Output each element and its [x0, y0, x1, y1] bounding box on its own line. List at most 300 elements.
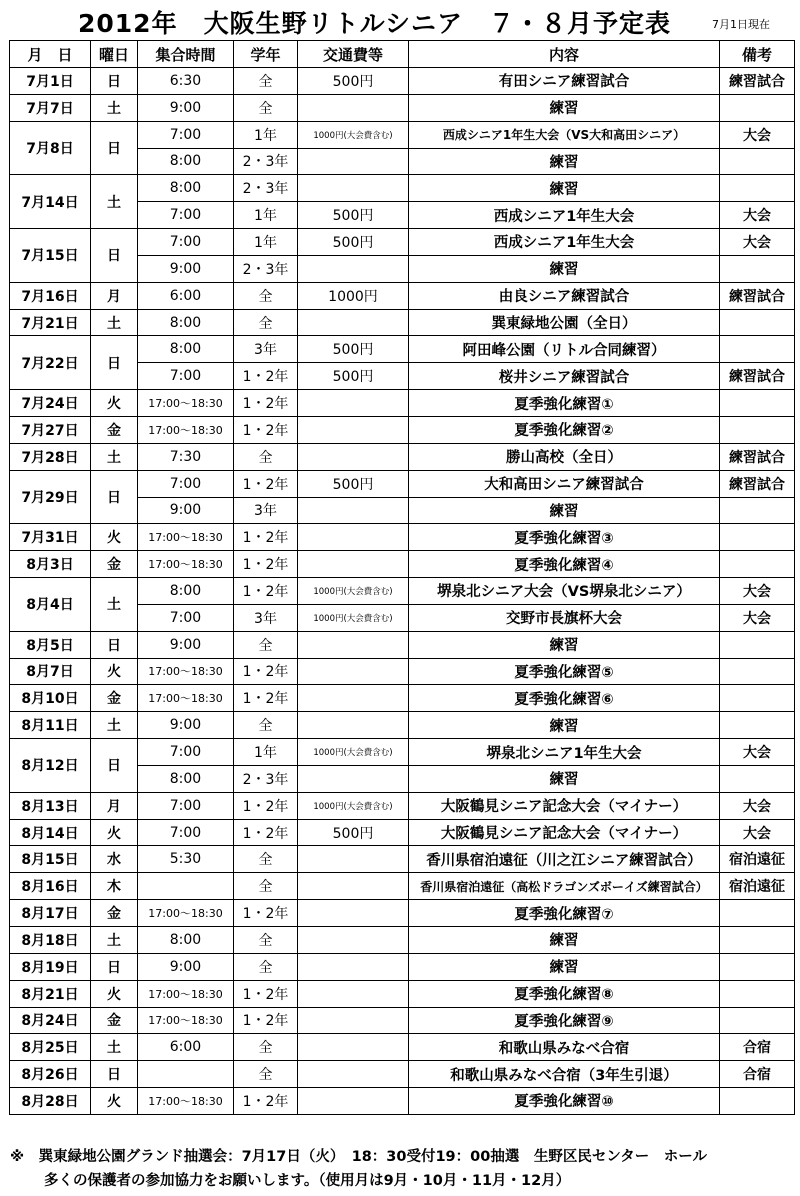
- schedule-body: [10, 68, 795, 1115]
- time-cell: 7:00: [138, 739, 234, 766]
- content-cell: 夏季強化練習①: [409, 390, 720, 417]
- note-cell: [720, 336, 795, 363]
- content-cell: 夏季強化練習⑧: [409, 980, 720, 1007]
- note-cell: [720, 658, 795, 685]
- date-cell: 8月13日: [10, 792, 91, 819]
- weekday-cell: 日: [91, 68, 138, 95]
- grade-cell: 全: [234, 443, 298, 470]
- grade-cell: 1・2年: [234, 819, 298, 846]
- weekday-cell: 土: [91, 927, 138, 954]
- note-cell: [720, 175, 795, 202]
- table-row: [10, 900, 795, 927]
- content-cell: 練習: [409, 175, 720, 202]
- date-cell: 8月16日: [10, 873, 91, 900]
- content-cell: 堺泉北シニア大会（VS堺泉北シニア）: [409, 578, 720, 605]
- fee-cell: [298, 658, 409, 685]
- table-row: [10, 712, 795, 739]
- grade-cell: 全: [234, 927, 298, 954]
- table-row: [10, 1061, 795, 1088]
- content-cell: 阿田峰公園（リトル合同練習）: [409, 336, 720, 363]
- content-cell: 大阪鶴見シニア記念大会（マイナー）: [409, 792, 720, 819]
- content-cell: 香川県宿泊遠征（高松ドラゴンズボーイズ練習試合）: [409, 873, 720, 900]
- time-cell: 9:00: [138, 497, 234, 524]
- grade-cell: 1・2年: [234, 685, 298, 712]
- weekday-cell: 日: [91, 470, 138, 524]
- grade-cell: 全: [234, 94, 298, 121]
- note-cell: 大会: [720, 739, 795, 766]
- date-cell: 7月8日: [10, 121, 91, 175]
- fee-cell: [298, 443, 409, 470]
- time-cell: 8:00: [138, 578, 234, 605]
- time-cell: 7:00: [138, 363, 234, 390]
- note-cell: [720, 551, 795, 578]
- time-cell: 7:00: [138, 604, 234, 631]
- weekday-cell: 日: [91, 739, 138, 793]
- note-cell: 練習試合: [720, 363, 795, 390]
- note-cell: [720, 309, 795, 336]
- grade-cell: 3年: [234, 497, 298, 524]
- note-cell: [720, 1088, 795, 1115]
- table-row: [10, 282, 795, 309]
- fee-cell: [298, 255, 409, 282]
- weekday-cell: 土: [91, 94, 138, 121]
- date-cell: 8月5日: [10, 631, 91, 658]
- table-row: [10, 631, 795, 658]
- weekday-cell: 月: [91, 282, 138, 309]
- note-cell: [720, 497, 795, 524]
- weekday-cell: 火: [91, 658, 138, 685]
- fee-cell: [298, 175, 409, 202]
- fee-cell: 1000円(大会費含む): [298, 739, 409, 766]
- grade-cell: 2・3年: [234, 765, 298, 792]
- date-cell: 8月7日: [10, 658, 91, 685]
- grade-cell: 1・2年: [234, 524, 298, 551]
- time-cell: 17:00〜18:30: [138, 658, 234, 685]
- weekday-cell: 土: [91, 175, 138, 229]
- time-cell: 8:00: [138, 148, 234, 175]
- grade-cell: 1・2年: [234, 1088, 298, 1115]
- grade-cell: 1・2年: [234, 658, 298, 685]
- weekday-cell: 火: [91, 1088, 138, 1115]
- time-cell: 8:00: [138, 765, 234, 792]
- weekday-cell: 土: [91, 712, 138, 739]
- weekday-cell: 金: [91, 551, 138, 578]
- grade-cell: 全: [234, 631, 298, 658]
- content-cell: 練習: [409, 953, 720, 980]
- weekday-cell: 土: [91, 1034, 138, 1061]
- content-cell: 西成シニア1年生大会: [409, 229, 720, 256]
- time-cell: 8:00: [138, 927, 234, 954]
- fee-cell: [298, 900, 409, 927]
- content-cell: 西成シニア1年生大会: [409, 202, 720, 229]
- note-cell: [720, 953, 795, 980]
- note-cell: 宿泊遠征: [720, 846, 795, 873]
- col-header-day: 曜日: [91, 41, 138, 68]
- content-cell: 練習: [409, 712, 720, 739]
- note-cell: [720, 900, 795, 927]
- note-cell: [720, 416, 795, 443]
- fee-cell: [298, 1088, 409, 1115]
- weekday-cell: 金: [91, 900, 138, 927]
- content-cell: 交野市長旗杯大会: [409, 604, 720, 631]
- table-row: [10, 658, 795, 685]
- fee-cell: 1000円(大会費含む): [298, 121, 409, 148]
- note-cell: [720, 712, 795, 739]
- time-cell: 8:00: [138, 336, 234, 363]
- note-cell: 練習試合: [720, 443, 795, 470]
- fee-cell: [298, 953, 409, 980]
- time-cell: 7:00: [138, 202, 234, 229]
- date-cell: 7月1日: [10, 68, 91, 95]
- content-cell: 堺泉北シニア1年生大会: [409, 739, 720, 766]
- col-header-fee: 交通費等: [298, 41, 409, 68]
- time-cell: 9:00: [138, 94, 234, 121]
- content-cell: 夏季強化練習⑤: [409, 658, 720, 685]
- content-cell: 夏季強化練習⑥: [409, 685, 720, 712]
- time-cell: 17:00〜18:30: [138, 524, 234, 551]
- weekday-cell: 土: [91, 309, 138, 336]
- grade-cell: 1・2年: [234, 980, 298, 1007]
- footer-line-1: ※ 巽東緑地公園グランド抽選会：7月17日（火） 18：30受付19：00抽選 生野区民センター ホール: [10, 1149, 707, 1165]
- date-cell: 8月21日: [10, 980, 91, 1007]
- table-row: [10, 551, 795, 578]
- weekday-cell: 火: [91, 390, 138, 417]
- note-cell: 大会: [720, 202, 795, 229]
- grade-cell: 全: [234, 846, 298, 873]
- note-cell: 練習試合: [720, 470, 795, 497]
- time-cell: 17:00〜18:30: [138, 416, 234, 443]
- table-row: [10, 739, 795, 766]
- grade-cell: 1年: [234, 202, 298, 229]
- time-cell: 17:00〜18:30: [138, 1088, 234, 1115]
- grade-cell: 1・2年: [234, 363, 298, 390]
- fee-cell: 500円: [298, 819, 409, 846]
- note-cell: [720, 524, 795, 551]
- table-row: [10, 390, 795, 417]
- grade-cell: 3年: [234, 604, 298, 631]
- note-cell: 合宿: [720, 1034, 795, 1061]
- fee-cell: [298, 712, 409, 739]
- table-row: [10, 685, 795, 712]
- table-row: [10, 121, 795, 148]
- fee-cell: [298, 524, 409, 551]
- date-cell: 8月15日: [10, 846, 91, 873]
- note-cell: 大会: [720, 229, 795, 256]
- fee-cell: [298, 416, 409, 443]
- time-cell: 7:00: [138, 819, 234, 846]
- content-cell: 西成シニア1年生大会（VS大和高田シニア）: [409, 121, 720, 148]
- grade-cell: 全: [234, 953, 298, 980]
- table-row: [10, 175, 795, 202]
- table-row: [10, 229, 795, 256]
- weekday-cell: 火: [91, 980, 138, 1007]
- date-cell: 8月25日: [10, 1034, 91, 1061]
- weekday-cell: 日: [91, 1061, 138, 1088]
- note-cell: 合宿: [720, 1061, 795, 1088]
- fee-cell: 500円: [298, 363, 409, 390]
- date-cell: 8月12日: [10, 739, 91, 793]
- grade-cell: 1・2年: [234, 1007, 298, 1034]
- weekday-cell: 土: [91, 443, 138, 470]
- date-cell: 7月14日: [10, 175, 91, 229]
- table-row: [10, 443, 795, 470]
- table-row: [10, 309, 795, 336]
- weekday-cell: 木: [91, 873, 138, 900]
- schedule-table: [9, 40, 795, 1115]
- time-cell: 17:00〜18:30: [138, 980, 234, 1007]
- date-cell: 8月18日: [10, 927, 91, 954]
- fee-cell: [298, 390, 409, 417]
- content-cell: 大和高田シニア練習試合: [409, 470, 720, 497]
- table-row: [10, 94, 795, 121]
- time-cell: 8:00: [138, 309, 234, 336]
- date-cell: 7月24日: [10, 390, 91, 417]
- content-cell: 和歌山県みなべ合宿: [409, 1034, 720, 1061]
- table-row: [10, 524, 795, 551]
- fee-cell: 500円: [298, 336, 409, 363]
- note-cell: 宿泊遠征: [720, 873, 795, 900]
- content-cell: 練習: [409, 927, 720, 954]
- weekday-cell: 火: [91, 524, 138, 551]
- time-cell: 17:00〜18:30: [138, 390, 234, 417]
- note-cell: [720, 255, 795, 282]
- time-cell: 7:00: [138, 792, 234, 819]
- fee-cell: [298, 94, 409, 121]
- table-row: [10, 578, 795, 605]
- grade-cell: 全: [234, 309, 298, 336]
- grade-cell: 1・2年: [234, 900, 298, 927]
- time-cell: 6:00: [138, 1034, 234, 1061]
- table-row: [10, 980, 795, 1007]
- time-cell: 6:30: [138, 68, 234, 95]
- fee-cell: [298, 148, 409, 175]
- date-cell: 7月28日: [10, 443, 91, 470]
- note-cell: 練習試合: [720, 68, 795, 95]
- table-row: [10, 1007, 795, 1034]
- time-cell: 5:30: [138, 846, 234, 873]
- grade-cell: 1年: [234, 739, 298, 766]
- table-header-row: [10, 41, 795, 68]
- table-row: [10, 336, 795, 363]
- table-row: [10, 1088, 795, 1115]
- content-cell: 香川県宿泊遠征（川之江シニア練習試合）: [409, 846, 720, 873]
- grade-cell: 全: [234, 1061, 298, 1088]
- time-cell: 17:00〜18:30: [138, 1007, 234, 1034]
- time-cell: 9:00: [138, 631, 234, 658]
- footer-line-2: 多くの保護者の参加協力をお願いします。（使用月は9月・10月・11月・12月）: [44, 1173, 571, 1189]
- note-cell: 大会: [720, 819, 795, 846]
- weekday-cell: 水: [91, 846, 138, 873]
- time-cell: 7:00: [138, 121, 234, 148]
- time-cell: [138, 873, 234, 900]
- fee-cell: 1000円(大会費含む): [298, 604, 409, 631]
- as-of-date: 7月1日現在: [712, 18, 770, 31]
- date-cell: 7月15日: [10, 229, 91, 283]
- note-cell: [720, 927, 795, 954]
- content-cell: 勝山高校（全日）: [409, 443, 720, 470]
- fee-cell: [298, 873, 409, 900]
- content-cell: 夏季強化練習⑨: [409, 1007, 720, 1034]
- grade-cell: 3年: [234, 336, 298, 363]
- fee-cell: [298, 309, 409, 336]
- content-cell: 夏季強化練習⑩: [409, 1088, 720, 1115]
- page-title: 2012年 大阪生野リトルシニア ７・８月予定表: [78, 9, 671, 38]
- note-cell: [720, 148, 795, 175]
- table-row: [10, 819, 795, 846]
- weekday-cell: 土: [91, 578, 138, 632]
- weekday-cell: 日: [91, 953, 138, 980]
- note-cell: 練習試合: [720, 282, 795, 309]
- fee-cell: 1000円(大会費含む): [298, 578, 409, 605]
- content-cell: 練習: [409, 148, 720, 175]
- note-cell: 大会: [720, 578, 795, 605]
- fee-cell: [298, 927, 409, 954]
- table-row: [10, 470, 795, 497]
- date-cell: 8月26日: [10, 1061, 91, 1088]
- time-cell: 17:00〜18:30: [138, 551, 234, 578]
- weekday-cell: 金: [91, 416, 138, 443]
- grade-cell: 全: [234, 712, 298, 739]
- fee-cell: [298, 1034, 409, 1061]
- time-cell: 6:00: [138, 282, 234, 309]
- fee-cell: 500円: [298, 229, 409, 256]
- weekday-cell: 月: [91, 792, 138, 819]
- col-header-time: 集合時間: [138, 41, 234, 68]
- title-bar: [0, 4, 800, 38]
- note-cell: [720, 765, 795, 792]
- time-cell: 7:30: [138, 443, 234, 470]
- time-cell: 9:00: [138, 953, 234, 980]
- time-cell: 9:00: [138, 712, 234, 739]
- table-row: [10, 792, 795, 819]
- weekday-cell: 日: [91, 229, 138, 283]
- note-cell: [720, 631, 795, 658]
- grade-cell: 1・2年: [234, 792, 298, 819]
- content-cell: 由良シニア練習試合: [409, 282, 720, 309]
- table-row: [10, 846, 795, 873]
- time-cell: 17:00〜18:30: [138, 685, 234, 712]
- date-cell: 8月11日: [10, 712, 91, 739]
- fee-cell: 1000円: [298, 282, 409, 309]
- grade-cell: 全: [234, 68, 298, 95]
- date-cell: 7月31日: [10, 524, 91, 551]
- col-header-note: 備考: [720, 41, 795, 68]
- col-header-date: 月 日: [10, 41, 91, 68]
- time-cell: 9:00: [138, 255, 234, 282]
- date-cell: 8月3日: [10, 551, 91, 578]
- content-cell: 練習: [409, 765, 720, 792]
- grade-cell: 全: [234, 1034, 298, 1061]
- note-cell: [720, 1007, 795, 1034]
- note-cell: 大会: [720, 604, 795, 631]
- date-cell: 7月16日: [10, 282, 91, 309]
- content-cell: 大阪鶴見シニア記念大会（マイナー）: [409, 819, 720, 846]
- date-cell: 8月17日: [10, 900, 91, 927]
- content-cell: 練習: [409, 255, 720, 282]
- col-header-content: 内容: [409, 41, 720, 68]
- date-cell: 8月24日: [10, 1007, 91, 1034]
- note-cell: 大会: [720, 792, 795, 819]
- weekday-cell: 日: [91, 631, 138, 658]
- table-row: [10, 953, 795, 980]
- fee-cell: [298, 980, 409, 1007]
- fee-cell: 1000円(大会費含む): [298, 792, 409, 819]
- weekday-cell: 金: [91, 685, 138, 712]
- date-cell: 7月22日: [10, 336, 91, 390]
- grade-cell: 1年: [234, 121, 298, 148]
- table-row: [10, 68, 795, 95]
- fee-cell: [298, 551, 409, 578]
- time-cell: 7:00: [138, 229, 234, 256]
- grade-cell: 1・2年: [234, 390, 298, 417]
- note-cell: 大会: [720, 121, 795, 148]
- grade-cell: 1・2年: [234, 578, 298, 605]
- content-cell: 有田シニア練習試合: [409, 68, 720, 95]
- content-cell: 夏季強化練習②: [409, 416, 720, 443]
- date-cell: 8月28日: [10, 1088, 91, 1115]
- fee-cell: 500円: [298, 202, 409, 229]
- fee-cell: 500円: [298, 68, 409, 95]
- note-cell: [720, 980, 795, 1007]
- fee-cell: [298, 846, 409, 873]
- content-cell: 練習: [409, 631, 720, 658]
- grade-cell: 2・3年: [234, 175, 298, 202]
- note-cell: [720, 94, 795, 121]
- grade-cell: 1年: [234, 229, 298, 256]
- weekday-cell: 金: [91, 1007, 138, 1034]
- fee-cell: [298, 497, 409, 524]
- content-cell: 夏季強化練習③: [409, 524, 720, 551]
- weekday-cell: 日: [91, 121, 138, 175]
- time-cell: 7:00: [138, 470, 234, 497]
- footer-notes: [10, 1145, 790, 1193]
- date-cell: 8月19日: [10, 953, 91, 980]
- grade-cell: 2・3年: [234, 148, 298, 175]
- grade-cell: 全: [234, 873, 298, 900]
- fee-cell: [298, 1007, 409, 1034]
- weekday-cell: 火: [91, 819, 138, 846]
- fee-cell: [298, 765, 409, 792]
- content-cell: 練習: [409, 497, 720, 524]
- date-cell: 7月21日: [10, 309, 91, 336]
- col-header-grade: 学年: [234, 41, 298, 68]
- grade-cell: 1・2年: [234, 416, 298, 443]
- date-cell: 7月7日: [10, 94, 91, 121]
- date-cell: 8月14日: [10, 819, 91, 846]
- content-cell: 和歌山県みなべ合宿（3年生引退）: [409, 1061, 720, 1088]
- content-cell: 巽東緑地公園（全日）: [409, 309, 720, 336]
- grade-cell: 2・3年: [234, 255, 298, 282]
- grade-cell: 全: [234, 282, 298, 309]
- content-cell: 夏季強化練習④: [409, 551, 720, 578]
- content-cell: 練習: [409, 94, 720, 121]
- time-cell: 8:00: [138, 175, 234, 202]
- date-cell: 8月10日: [10, 685, 91, 712]
- date-cell: 8月4日: [10, 578, 91, 632]
- note-cell: [720, 390, 795, 417]
- time-cell: 17:00〜18:30: [138, 900, 234, 927]
- note-cell: [720, 685, 795, 712]
- date-cell: 7月29日: [10, 470, 91, 524]
- table-row: [10, 416, 795, 443]
- grade-cell: 1・2年: [234, 470, 298, 497]
- fee-cell: [298, 685, 409, 712]
- weekday-cell: 日: [91, 336, 138, 390]
- content-cell: 桜井シニア練習試合: [409, 363, 720, 390]
- fee-cell: 500円: [298, 470, 409, 497]
- time-cell: [138, 1061, 234, 1088]
- date-cell: 7月27日: [10, 416, 91, 443]
